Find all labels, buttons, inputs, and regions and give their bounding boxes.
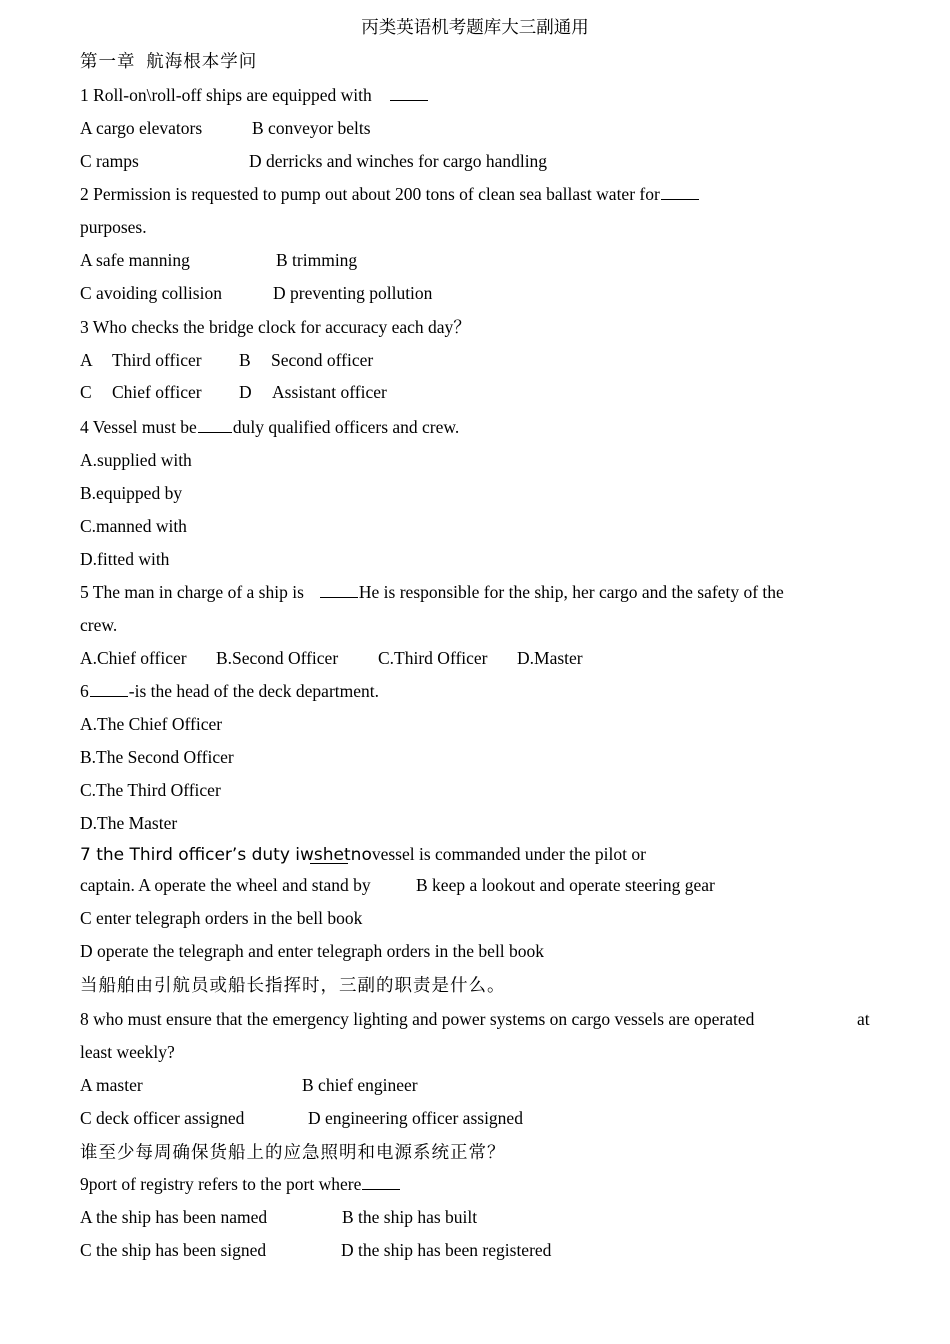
question-5-stem-start: 5 The man in charge of a ship is xyxy=(80,582,304,602)
question-2-option-a: A safe manning xyxy=(80,250,190,270)
question-4-stem-end: duly qualified officers and crew. xyxy=(232,417,460,437)
question-7-stem-end: vessel is commanded under the pilot or xyxy=(371,844,646,864)
question-7 xyxy=(80,843,646,865)
question-5-option-a: A.Chief officer xyxy=(80,648,187,668)
question-8-option-d: D engineering officer assigned xyxy=(308,1108,523,1128)
question-4 xyxy=(80,416,459,438)
question-6-stem-start: 6 xyxy=(80,681,89,701)
question-7-option-c: C enter telegraph orders in the bell book xyxy=(80,908,363,928)
answer-blank xyxy=(390,86,428,101)
question-9-option-c: C the ship has been signed xyxy=(80,1240,267,1260)
question-2 xyxy=(80,183,700,205)
question-6 xyxy=(80,680,379,702)
question-2-option-c: C avoiding collision xyxy=(80,283,222,303)
answer-blank xyxy=(320,583,358,598)
question-2-stem: 2 Permission is requested to pump out about 200 tons of clean sea ballast water for xyxy=(80,184,660,204)
question-7-option-d: D operate the telegraph and enter telegraph orders in the bell book xyxy=(80,941,545,961)
question-6-option-d: D.The Master xyxy=(80,813,178,833)
question-7-stem-overlap: hetno xyxy=(322,845,372,865)
question-1-option-b: B conveyor belts xyxy=(252,118,371,138)
question-1-option-d: D derricks and winches for cargo handling xyxy=(249,151,548,171)
question-2-option-d: D preventing pollution xyxy=(273,283,433,303)
chapter-heading: 第一章 航海根本学问 xyxy=(80,51,258,71)
question-7-option-a: captain. A operate the wheel and stand by xyxy=(80,875,371,895)
question-3-option-a: Third officer xyxy=(112,350,202,370)
question-9 xyxy=(80,1173,401,1195)
answer-blank xyxy=(310,849,348,864)
question-1-option-a: A cargo elevators xyxy=(80,118,203,138)
question-7-stem-start: 7 the Third officer’s duty iws xyxy=(80,845,323,865)
question-6-option-c: C.The Third Officer xyxy=(80,780,221,800)
question-5-option-d: D.Master xyxy=(517,648,583,668)
question-1-stem: 1 Roll-on\roll-off ships are equipped with xyxy=(80,85,372,105)
question-8-option-a: A master xyxy=(80,1075,143,1095)
question-8-stem-at: at xyxy=(857,1009,870,1029)
question-3-option-a-letter: A xyxy=(80,350,93,370)
question-8-translation: 谁至少每周确保货船上的应急照明和电源系统正常？ xyxy=(80,1142,506,1162)
question-4-option-b: B.equipped by xyxy=(80,483,183,503)
answer-blank xyxy=(198,418,232,433)
question-5-continuation: crew. xyxy=(80,615,118,635)
question-6-stem-end: -is the head of the deck department. xyxy=(128,681,379,701)
question-4-option-c: C.manned with xyxy=(80,516,187,536)
question-4-option-a: A.supplied with xyxy=(80,450,192,470)
question-3-option-c-letter: C xyxy=(80,382,92,402)
question-3-option-d: Assistant officer xyxy=(272,382,387,402)
question-3-stem: 3 Who checks the bridge clock for accuracy each day？ xyxy=(80,317,471,337)
question-6-option-b: B.The Second Officer xyxy=(80,747,234,767)
question-2-continuation: purposes. xyxy=(80,217,147,237)
question-4-stem-start: 4 Vessel must be xyxy=(80,417,197,437)
question-5-option-c: C.Third Officer xyxy=(378,648,488,668)
question-6-option-a: A.The Chief Officer xyxy=(80,714,223,734)
answer-blank xyxy=(661,185,699,200)
question-9-option-d: D the ship has been registered xyxy=(341,1240,552,1260)
question-7-option-b: B keep a lookout and operate steering gear xyxy=(416,875,715,895)
question-7-translation: 当船舶由引航员或船长指挥时，三副的职责是什么。 xyxy=(80,975,506,995)
question-3-option-b-letter: B xyxy=(239,350,251,370)
question-4-option-d: D.fitted with xyxy=(80,549,170,569)
question-8-continuation: least weekly? xyxy=(80,1042,175,1062)
question-8-option-b: B chief engineer xyxy=(302,1075,418,1095)
question-8-option-c: C deck officer assigned xyxy=(80,1108,245,1128)
question-1 xyxy=(80,84,429,106)
question-5-stem-end: He is responsible for the ship, her cargo and the safety of the xyxy=(358,582,784,602)
question-9-option-a: A the ship has been named xyxy=(80,1207,268,1227)
question-9-stem: 9port of registry refers to the port where xyxy=(80,1174,362,1194)
page-title: 丙类英语机考题库大三副通用 xyxy=(361,17,589,37)
question-1-option-c: C ramps xyxy=(80,151,139,171)
question-5 xyxy=(80,581,784,603)
question-3-option-b: Second officer xyxy=(271,350,374,370)
answer-blank xyxy=(362,1175,400,1190)
question-2-option-b: B trimming xyxy=(276,250,358,270)
question-3-option-d-letter: D xyxy=(239,382,252,402)
question-3-option-c: Chief officer xyxy=(112,382,202,402)
answer-blank xyxy=(90,682,128,697)
question-5-option-b: B.Second Officer xyxy=(216,648,339,668)
question-9-option-b: B the ship has built xyxy=(342,1207,478,1227)
question-8-stem: 8 who must ensure that the emergency lighting and power systems on cargo vessels are operated xyxy=(80,1009,755,1029)
